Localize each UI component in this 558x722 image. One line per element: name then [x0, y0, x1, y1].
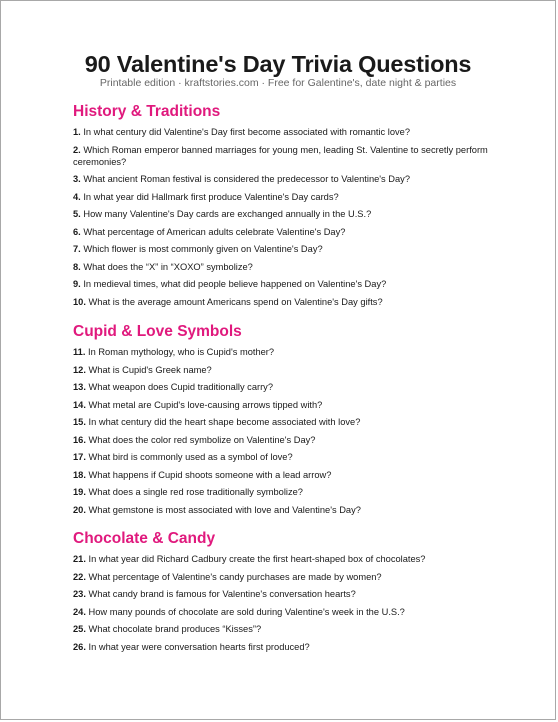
- question-text: What gemstone is most associated with love and Valentine's Day?: [85, 504, 361, 515]
- question-item: [73, 434, 515, 452]
- question-item: [73, 553, 515, 571]
- question-text: Which flower is most commonly given on Valentine's Day?: [80, 244, 323, 254]
- question-number: 25.: [73, 624, 86, 634]
- question-number: 17.: [73, 452, 86, 462]
- question-text: In what century did the heart shape become associated with love?: [85, 417, 361, 427]
- question-text: What chocolate brand produces “Kisses”?: [85, 624, 262, 634]
- page-subtitle: Printable edition · kraftstories.com · Free for Galentine's, date night & parties: [99, 77, 457, 89]
- question-text: In what century did Valentine's Day first become associated with romantic love?: [80, 127, 410, 137]
- question-text: What candy brand is famous for Valentine's conversation hearts?: [85, 589, 356, 599]
- question-text: In medieval times, what did people believe happened on Valentine's Day?: [80, 279, 387, 289]
- question-text: What ancient Roman festival is considered the predecessor to Valentine's Day?: [80, 174, 410, 184]
- question-item: [73, 261, 515, 279]
- question-number: 6.: [73, 226, 81, 237]
- question-number: 22.: [73, 571, 86, 582]
- question-number: 9.: [73, 279, 81, 289]
- question-item: [73, 126, 515, 144]
- question-number: 1.: [73, 127, 81, 137]
- question-text: What happens if Cupid shoots someone with a lead arrow?: [85, 469, 332, 480]
- question-number: 5.: [73, 209, 81, 219]
- question-number: 10.: [73, 296, 86, 307]
- question-list: [73, 346, 515, 521]
- question-text: What metal are Cupid's love-causing arrows tipped with?: [85, 399, 323, 410]
- question-text: In what year did Richard Cadbury create the first heart-shaped box of chocolates?: [85, 554, 426, 564]
- question-number: 24.: [73, 606, 86, 617]
- question-item: [73, 278, 515, 296]
- question-text: Which Roman emperor banned marriages for young men, leading St. Valentine to secretly perform ceremonies?: [73, 144, 488, 167]
- question-item: [73, 346, 515, 364]
- question-item: [73, 399, 515, 417]
- question-item: [73, 451, 515, 469]
- question-text: What does the color red symbolize on Valentine's Day?: [85, 434, 316, 445]
- question-text: What does the “X” in “XOXO” symbolize?: [80, 261, 253, 272]
- question-text: In what year were conversation hearts first produced?: [85, 641, 310, 652]
- question-text: In what year did Hallmark first produce Valentine's Day cards?: [80, 191, 339, 202]
- section-chocolate-candy: [73, 530, 515, 658]
- question-number: 7.: [73, 244, 81, 254]
- question-list: [73, 553, 515, 658]
- question-text: What does a single red rose traditionally symbolize?: [85, 487, 303, 497]
- question-item: [73, 381, 515, 399]
- section-heading: Chocolate & Candy: [73, 530, 216, 547]
- question-text: How many Valentine's Day cards are exchanged annually in the U.S.?: [80, 209, 372, 219]
- question-number: 4.: [73, 191, 81, 202]
- question-item: [73, 469, 515, 487]
- section-cupid-love-symbols: [73, 323, 515, 521]
- section-heading: Cupid & Love Symbols: [73, 323, 242, 340]
- question-number: 8.: [73, 261, 81, 272]
- question-number: 20.: [73, 504, 86, 515]
- question-number: 26.: [73, 641, 86, 652]
- question-number: 23.: [73, 589, 86, 599]
- question-item: [73, 208, 515, 226]
- question-number: 3.: [73, 174, 81, 184]
- question-number: 11.: [73, 347, 86, 357]
- question-number: 13.: [73, 382, 86, 392]
- question-text: How many pounds of chocolate are sold during Valentine's week in the U.S.?: [85, 606, 405, 617]
- question-item: [73, 606, 515, 624]
- question-number: 15.: [73, 417, 86, 427]
- question-item: [73, 588, 515, 606]
- question-number: 19.: [73, 487, 86, 497]
- question-item: [73, 623, 515, 641]
- question-text: What percentage of Valentine's candy purchases are made by women?: [85, 571, 382, 582]
- section-history-traditions: [73, 103, 515, 313]
- section-heading: History & Traditions: [73, 103, 221, 120]
- question-number: 14.: [73, 399, 86, 410]
- question-number: 2.: [73, 144, 81, 155]
- question-item: [73, 296, 515, 314]
- question-item: [73, 416, 515, 434]
- question-text: What bird is commonly used as a symbol of love?: [85, 452, 293, 462]
- question-text: What is the average amount Americans spend on Valentine's Day gifts?: [85, 296, 383, 307]
- question-item: [73, 226, 515, 244]
- question-item: [73, 144, 515, 174]
- question-item: [73, 504, 515, 522]
- question-text: What is Cupid's Greek name?: [85, 364, 212, 375]
- question-item: [73, 486, 515, 504]
- question-number: 16.: [73, 434, 86, 445]
- question-text: What weapon does Cupid traditionally carry?: [85, 382, 274, 392]
- question-number: 12.: [73, 364, 86, 375]
- question-item: [73, 243, 515, 261]
- question-number: 18.: [73, 469, 86, 480]
- question-item: [73, 191, 515, 209]
- question-text: In Roman mythology, who is Cupid's mother?: [85, 347, 275, 357]
- question-item: [73, 641, 515, 659]
- page-title: 90 Valentine's Day Trivia Questions: [84, 51, 472, 77]
- question-item: [73, 364, 515, 382]
- question-item: [73, 571, 515, 589]
- question-item: [73, 173, 515, 191]
- question-list: [73, 126, 515, 313]
- question-text: What percentage of American adults celebrate Valentine's Day?: [80, 226, 346, 237]
- question-number: 21.: [73, 554, 86, 564]
